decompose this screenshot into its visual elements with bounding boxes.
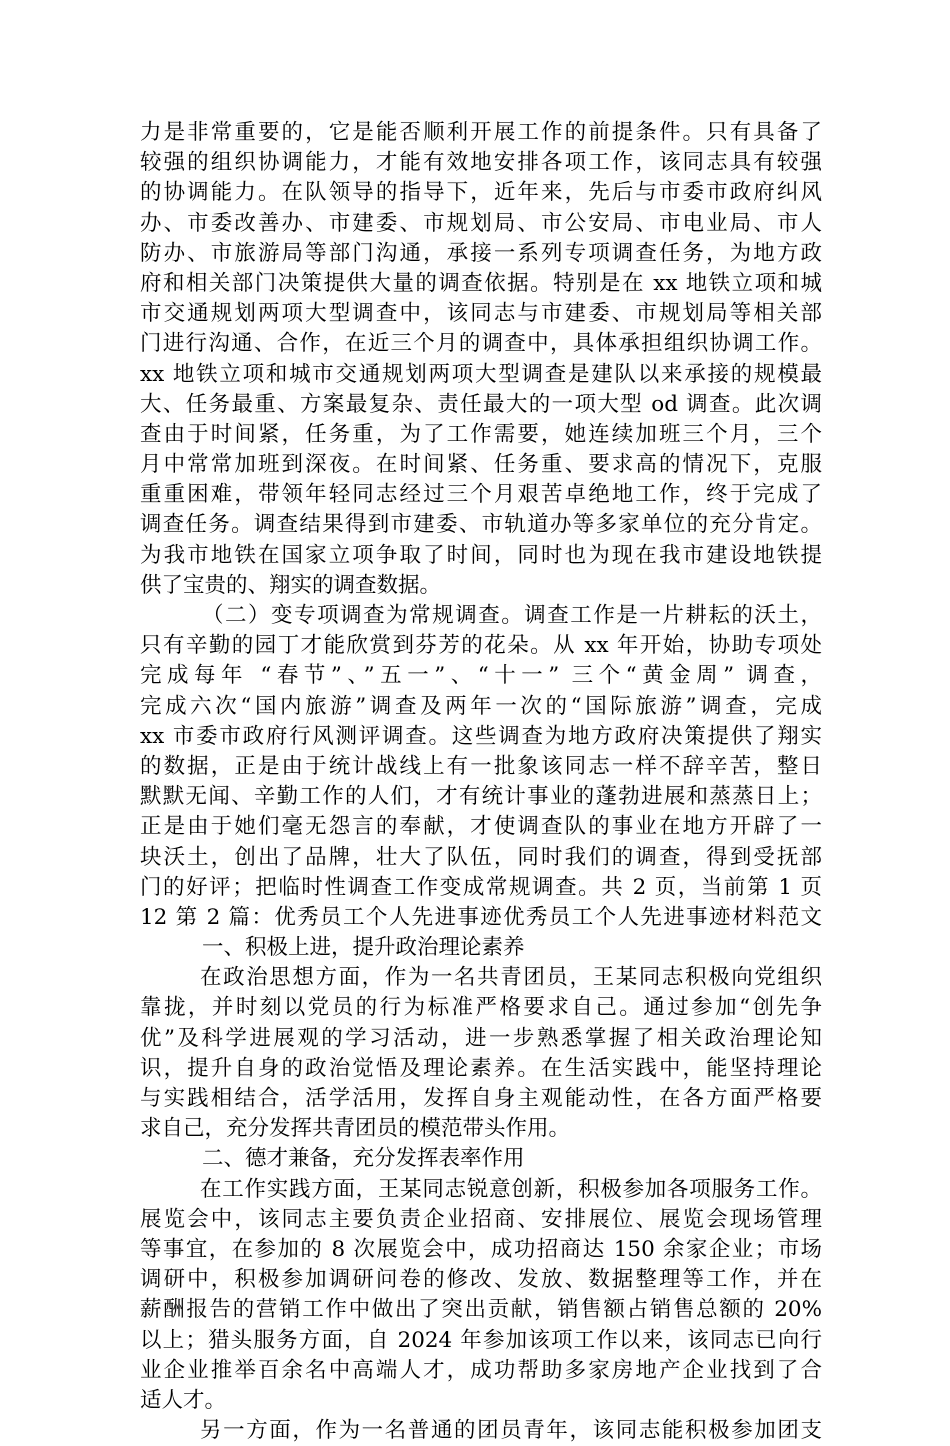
text-line: 调查任务。调查结果得到市建委、市轨道办等多家单位的充分肯定。 bbox=[140, 512, 822, 538]
text-line: 完成每年 “春节”、”五一”、“十一” 三个“黄金周” 调查， bbox=[140, 663, 822, 689]
text-line: 府和相关部门决策提供大量的调查依据。特别是在 xx 地铁立项和城 bbox=[140, 270, 822, 296]
text-line: 块沃土，创出了品牌，壮大了队伍，同时我们的调查，得到受抚部 bbox=[140, 844, 822, 870]
text-line: 12 第 2 篇：优秀员工个人先进事迹优秀员工个人先进事迹材料范文 bbox=[140, 904, 822, 930]
text-line: 大、任务最重、方案最复杂、责任最大的一项大型 od 调查。此次调 bbox=[140, 391, 822, 417]
text-line: 靠拢，并时刻以党员的行为标准严格要求自己。通过参加“创先争 bbox=[140, 995, 822, 1021]
text-line: 力是非常重要的，它是能否顺利开展工作的前提条件。只有具备了 bbox=[140, 120, 822, 145]
text-line: 的数据，正是由于统计战线上有一批象该同志一样不辞辛苦，整日 bbox=[140, 753, 822, 779]
text-line: xx 市委市政府行风测评调查。这些调查为地方政府决策提供了翔实 bbox=[140, 723, 822, 749]
text-line: 薪酬报告的营销工作中做出了突出贡献，销售额占销售总额的 20% bbox=[140, 1297, 822, 1323]
text-line: 优”及科学进展观的学习活动，进一步熟悉掌握了相关政治理论知 bbox=[140, 1025, 822, 1051]
text-line: 查由于时间紧，任务重，为了工作需要，她连续加班三个月，三个 bbox=[140, 421, 822, 447]
text-line: 适人才。 bbox=[140, 1387, 227, 1413]
text-line: 较强的组织协调能力，才能有效地安排各项工作，该同志具有较强 bbox=[140, 150, 822, 176]
text-line: 展览会中，该同志主要负责企业招商、安排展位、展览会现场管理 bbox=[140, 1206, 822, 1232]
text-line: 与实践相结合，活学活用，发挥自身主观能动性，在各方面严格要 bbox=[140, 1086, 822, 1111]
text-line: 办、市委改善办、市建委、市规划局、市公安局、市电业局、市人 bbox=[140, 210, 822, 236]
text-line: 月中常常加班到深夜。在时间紧、任务重、要求高的情况下，克服 bbox=[140, 452, 822, 478]
text-line: （二）变专项调查为常规调查。调查工作是一片耕耘的沃土， bbox=[202, 603, 822, 628]
text-line: 正是由于她们毫无怨言的奉献，才使调查队的事业在地方开辟了一 bbox=[140, 814, 822, 840]
text-line: 另一方面，作为一名普通的团员青年，该同志能积极参加团支 bbox=[200, 1418, 822, 1444]
text-line: 求自己，充分发挥共青团员的模范带头作用。 bbox=[140, 1116, 571, 1142]
text-line: xx 地铁立项和城市交通规划两项大型调查是建队以来承接的规模最 bbox=[140, 361, 822, 387]
text-line: 只有辛勤的园丁才能欣赏到芬芳的花朵。从 xx 年开始，协助专项处 bbox=[140, 633, 822, 659]
text-line: 的协调能力。在队领导的指导下，近年来，先后与市委市政府纠风 bbox=[140, 180, 822, 206]
text-line: 在政治思想方面，作为一名共青团员，王某同志积极向党组织 bbox=[200, 965, 822, 991]
text-line: 二、德才兼备，充分发挥表率作用 bbox=[202, 1146, 525, 1172]
document-body bbox=[140, 118, 822, 1446]
text-line: 门进行沟通、合作，在近三个月的调查中，具体承担组织协调工作。 bbox=[140, 331, 822, 357]
text-line: 等事宜，在参加的 8 次展览会中，成功招商达 150 余家企业；市场 bbox=[140, 1236, 822, 1262]
text-line: 业企业推举百余名中高端人才，成功帮助多家房地产企业找到了合 bbox=[140, 1357, 822, 1383]
text-line: 供了宝贵的、翔实的调查数据。 bbox=[140, 572, 442, 598]
text-line: 在工作实践方面，王某同志锐意创新，积极参加各项服务工作。 bbox=[200, 1176, 822, 1202]
text-line: 门的好评；把临时性调查工作变成常规调查。共 2 页，当前第 1 页 bbox=[140, 874, 822, 900]
text-line: 市交通规划两项大型调查中，该同志与市建委、市规划局等相关部 bbox=[140, 301, 822, 327]
text-line: 一、积极上进，提升政治理论素养 bbox=[202, 935, 525, 961]
text-line: 防办、市旅游局等部门沟通，承接一系列专项调查任务，为地方政 bbox=[140, 240, 822, 266]
text-line: 重重困难，带领年轻同志经过三个月艰苦卓绝地工作，终于完成了 bbox=[140, 482, 822, 508]
text-line: 默默无闻、辛勤工作的人们，才有统计事业的蓬勃进展和蒸蒸日上； bbox=[140, 784, 822, 810]
text-line: 调研中，积极参加调研问卷的修改、发放、数据整理等工作，并在 bbox=[140, 1267, 822, 1293]
text-line: 为我市地铁在国家立项争取了时间，同时也为现在我市建设地铁提 bbox=[140, 542, 822, 568]
text-line: 识，提升自身的政治觉悟及理论素养。在生活实践中，能坚持理论 bbox=[140, 1055, 822, 1081]
text-line: 完成六次“国内旅游”调查及两年一次的“国际旅游”调查，完成 bbox=[140, 693, 822, 719]
text-line: 以上；猎头服务方面，自 2024 年参加该项工作以来，该同志已向行 bbox=[140, 1327, 822, 1353]
